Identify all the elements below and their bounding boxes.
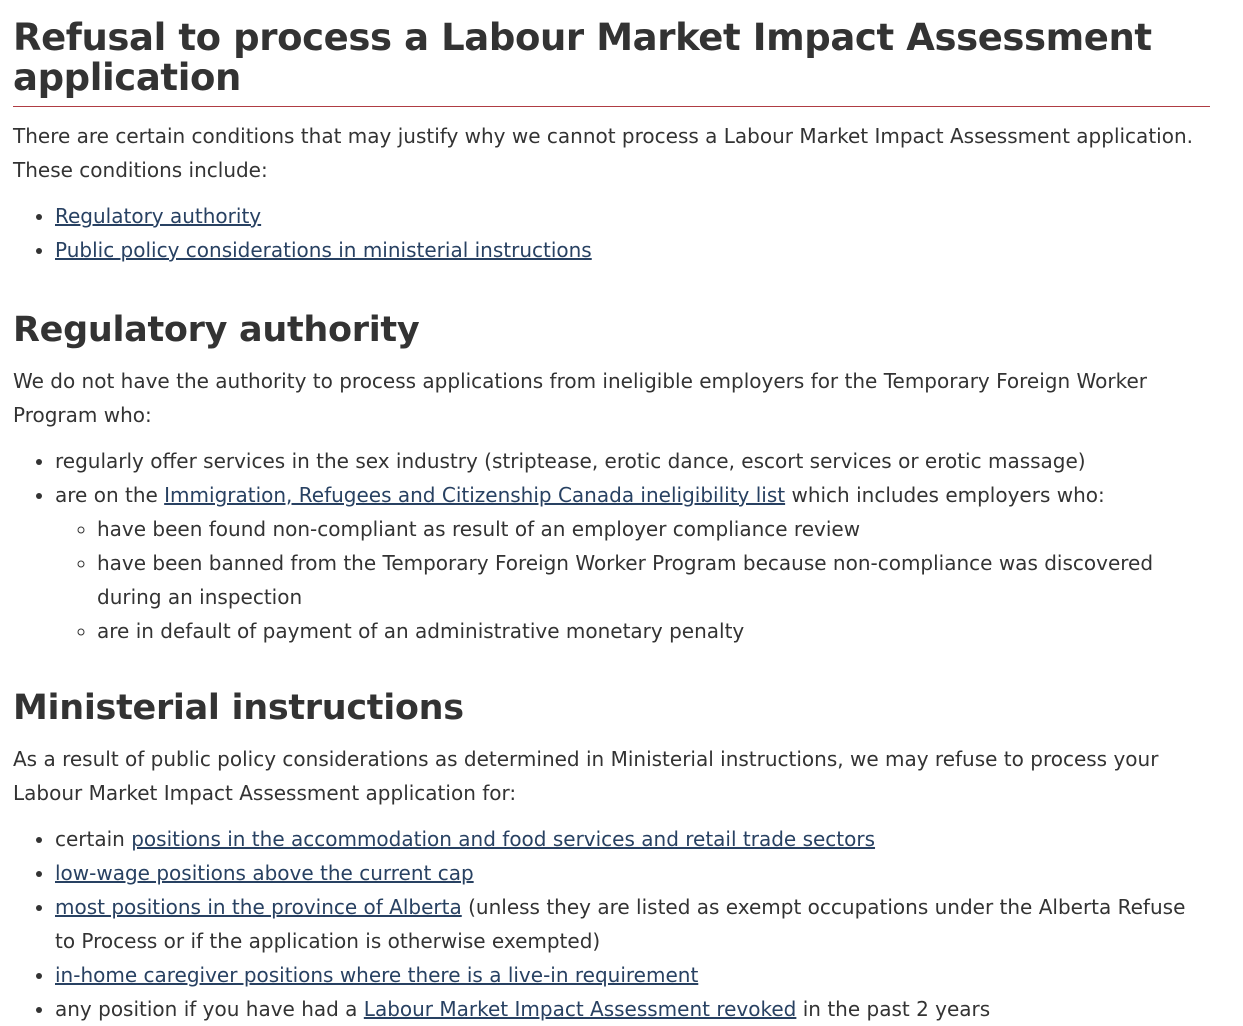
list-item xyxy=(55,890,1210,958)
list-item-text: any position if you have had a xyxy=(55,997,364,1021)
list-item-text: are on the xyxy=(55,483,165,507)
toc-link-regulatory-authority[interactable]: Regulatory authority xyxy=(55,204,262,228)
alberta-positions-link[interactable]: most positions in the province of Alberta xyxy=(55,895,462,919)
toc-item xyxy=(55,233,1210,267)
toc-link-public-policy[interactable]: Public policy considerations in ministerial instructions xyxy=(55,238,592,262)
ineligibility-sublist xyxy=(55,512,1210,648)
list-item-text: certain xyxy=(55,827,132,851)
list-item xyxy=(55,478,1210,648)
list-item xyxy=(55,822,1210,856)
in-home-caregiver-link[interactable]: in-home caregiver positions where there is a live-in requirement xyxy=(55,963,699,987)
refusal-reasons-list xyxy=(13,822,1210,1026)
page-title: Refusal to process a Labour Market Impact Assessment application xyxy=(13,18,1210,107)
toc-item xyxy=(55,199,1210,233)
accommodation-retail-link[interactable]: positions in the accommodation and food services and retail trade sectors xyxy=(131,827,876,851)
intro-paragraph xyxy=(13,119,1210,187)
sublist-item: ◦ have been found non-compliant as result of an employer compliance review xyxy=(97,512,1210,546)
sublist-item: ◦ are in default of payment of an administrative monetary penalty xyxy=(97,614,1210,648)
ministerial-instructions-heading: Ministerial instructions xyxy=(13,688,464,728)
list-item-text: regularly offer services in the sex industry (striptease, erotic dance, escort services or erotic massage) xyxy=(55,449,1086,473)
list-item-text: which includes employers who: xyxy=(785,483,1105,507)
intro-text-line1: There are certain conditions that may justify why we cannot process a Labour Market Impact Assessment application. xyxy=(13,124,1193,148)
regulatory-intro: We do not have the authority to process applications from ineligible employers for the Temporary Foreign Worker Program who: xyxy=(13,369,1147,427)
lmia-revoked-link[interactable]: Labour Market Impact Assessment revoked xyxy=(363,997,797,1021)
low-wage-cap-link[interactable]: low-wage positions above the current cap xyxy=(55,861,474,885)
ineligible-employers-list xyxy=(13,444,1210,648)
list-item-text: (unless they are listed as exempt occupations under the Alberta Refuse to Process or if the application is otherwise exempted) xyxy=(55,895,1186,953)
sublist-item: ◦ have been banned from the Temporary Foreign Worker Program because non-compliance was discovered during an inspection xyxy=(97,546,1210,614)
list-item xyxy=(55,856,1210,890)
ineligibility-list-link[interactable]: Immigration, Refugees and Citizenship Canada ineligibility list xyxy=(164,483,786,507)
list-item xyxy=(55,958,1210,992)
regulatory-authority-heading: Regulatory authority xyxy=(13,310,420,350)
main-content xyxy=(0,18,1243,1026)
ministerial-intro: As a result of public policy considerations as determined in Ministerial instructions, we may refuse to process your Labour Market Impact Assessment application for: xyxy=(13,747,1159,805)
list-item xyxy=(55,444,1210,478)
list-item xyxy=(55,992,1210,1026)
list-item-text: in the past 2 years xyxy=(796,997,991,1021)
intro-text-line2: These conditions include: xyxy=(13,158,268,182)
table-of-contents xyxy=(13,199,1210,267)
